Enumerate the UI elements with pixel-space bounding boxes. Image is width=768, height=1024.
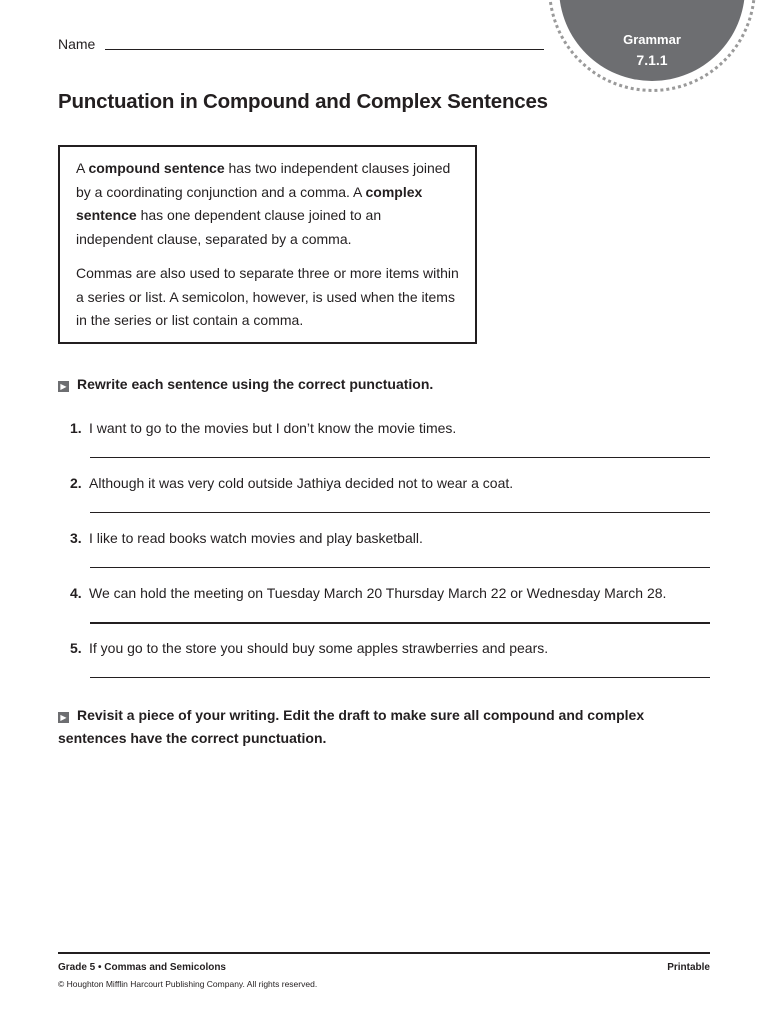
item-number: 1. [70, 420, 82, 436]
answer-line[interactable] [90, 622, 710, 624]
page-title: Punctuation in Compound and Complex Sentences [58, 90, 548, 113]
badge-number: 7.1.1 [636, 52, 668, 68]
item-number: 3. [70, 530, 82, 546]
copyright-notice: © Houghton Mifflin Harcourt Publishing Company. All rights reserved. [58, 979, 318, 989]
item-number: 2. [70, 475, 82, 491]
answer-line[interactable] [90, 512, 710, 513]
answer-line[interactable] [90, 567, 710, 568]
name-field[interactable] [58, 36, 544, 54]
rewrite-instruction [58, 373, 698, 396]
info-paragraph-2: Commas are also used to separate three or more items within a series or list. A semicolon, however, is used when the items in the series or list contain a comma. [76, 265, 459, 328]
item-sentence: I like to read books watch movies and play basketball. [89, 530, 423, 546]
item-sentence: If you go to the store you should buy some apples strawberries and pears. [89, 640, 549, 656]
item-number: 5. [70, 640, 82, 656]
arrow-bullet-icon: ▶ [58, 381, 69, 392]
info-text: A [76, 160, 89, 176]
exercise-item-5 [70, 640, 710, 680]
arrow-bullet-icon: ▶ [58, 712, 69, 723]
revisit-instruction [58, 704, 710, 750]
name-line[interactable] [105, 49, 544, 50]
info-box [58, 145, 477, 344]
name-label: Name [58, 36, 96, 52]
exercise-item-1 [70, 420, 710, 460]
footer-course: Grade 5 • Commas and Semicolons [58, 962, 226, 973]
answer-line[interactable] [90, 457, 710, 458]
rewrite-instruction-text: Rewrite each sentence using the correct punctuation. [77, 376, 434, 392]
info-text: has one dependent clause joined to an independent clause, separated by a comma. [76, 207, 382, 247]
grammar-badge [548, 0, 756, 92]
item-sentence: Although it was very cold outside Jathiya decided not to wear a coat. [89, 475, 514, 491]
item-number: 4. [70, 585, 82, 601]
info-paragraph-1 [76, 157, 459, 251]
answer-line[interactable] [90, 677, 710, 678]
info-term: compound sentence [88, 160, 225, 176]
item-sentence: We can hold the meeting on Tuesday March 20 Thursday March 22 or Wednesday March 28. [89, 585, 667, 601]
info-text: has two independent clauses joined by a coordinating conjunction and a comma. A [76, 160, 451, 200]
info-term: complex sentence [76, 183, 423, 223]
footer-divider [58, 952, 710, 954]
exercise-item-2 [70, 475, 710, 515]
revisit-instruction-text: Revisit a piece of your writing. Edit the draft to make sure all compound and complex sentences have the correct punctuation. [58, 707, 645, 746]
exercise-item-3 [70, 530, 710, 570]
exercise-item-4 [70, 585, 710, 625]
item-sentence: I want to go to the movies but I don’t know the movie times. [89, 420, 457, 436]
badge-label: Grammar [623, 32, 681, 47]
footer-printable: Printable [667, 962, 710, 973]
